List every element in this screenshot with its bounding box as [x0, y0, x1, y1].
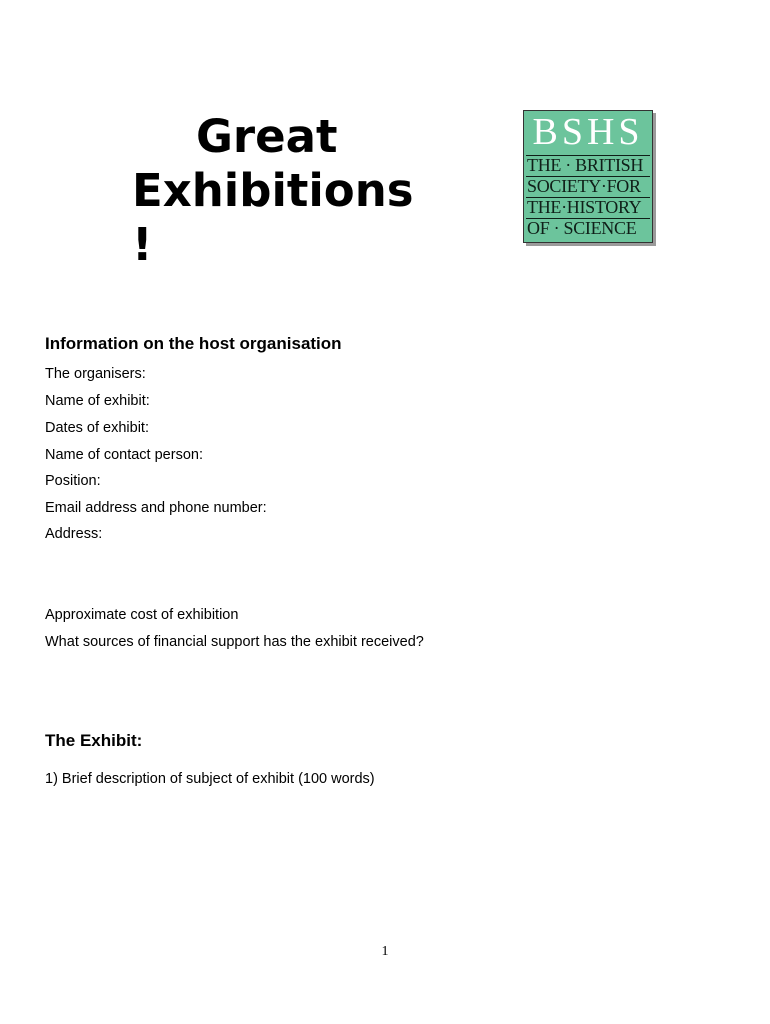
title-line-1: Great	[196, 110, 338, 163]
field-organisers: The organisers:	[45, 366, 146, 382]
exhibit-section-heading: The Exhibit:	[45, 731, 143, 750]
question-1: 1) Brief description of subject of exhibit (100 words)	[45, 771, 375, 787]
field-address: Address:	[45, 526, 103, 542]
field-financial-support: What sources of financial support has the exhibit received?	[45, 634, 424, 650]
logo-acronym: BSHS	[532, 111, 644, 153]
bshs-logo	[523, 110, 653, 243]
field-email-phone: Email address and phone number:	[45, 500, 267, 516]
title-line-3: !	[132, 218, 153, 271]
title-line-2: Exhibitions	[132, 164, 414, 217]
host-section-heading: Information on the host organisation	[45, 334, 342, 353]
field-position: Position:	[45, 473, 101, 489]
logo-line-1: THE · BRITISH	[527, 155, 644, 175]
field-exhibit-dates: Dates of exhibit:	[45, 420, 149, 436]
logo-line-3: THE·HISTORY	[527, 197, 642, 217]
field-cost: Approximate cost of exhibition	[45, 607, 239, 623]
logo-line-2: SOCIETY·FOR	[527, 176, 641, 196]
field-contact-name: Name of contact person:	[45, 447, 203, 463]
page-number: 1	[381, 944, 389, 959]
field-exhibit-name: Name of exhibit:	[45, 393, 150, 409]
document-title	[132, 110, 432, 272]
logo-line-4: OF · SCIENCE	[527, 218, 637, 238]
